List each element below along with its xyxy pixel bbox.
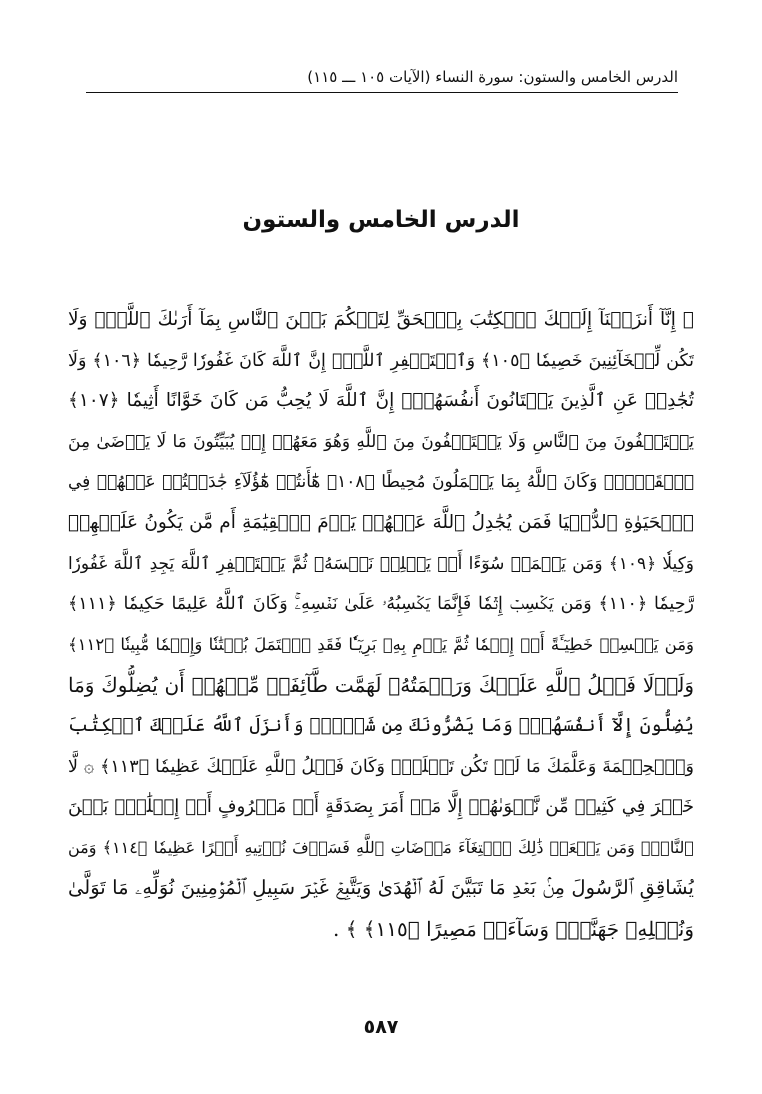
verse-line: وَمَن يَكۡسِبۡ خَطِيٓـَٔةً أَوۡ إِثۡمٗا ثُمَّ يَرۡمِ بِهِۦ بَرِيٓـٔٗا فَقَدِ ٱحۡتَمَلَ بُهۡتَٰنٗا وَإِثۡمٗا مُّبِينٗا ﴿١١٢﴾ (68, 634, 694, 654)
running-header: الدرس الخامس والستون: سورة النساء (الآيات ١٠٥ ـــ ١١٥) (86, 64, 678, 93)
verse-line: وَنُصۡلِهِۦ جَهَنَّمَۖ وَسَآءَتۡ مَصِيرًا ﴿١١٥﴾ ﴾ . (333, 916, 694, 941)
verse-line: ٱلۡقَوۡلِۚ وَكَانَ ٱللَّهُ بِمَا يَعۡمَلُونَ مُحِيطًا ﴿١٠٨﴾ هَٰٓأَنتُمۡ هَٰٓؤُلَآءِ جَٰدَلۡتُمۡ عَنۡهُمۡ فِي (68, 472, 694, 493)
verse-line: رَّحِيمٗا ﴿١١٠﴾ وَمَن يَكۡسِبۡ إِثۡمٗا فَإِنَّمَا يَكۡسِبُهُۥ عَلَىٰ نَفۡسِهِۦۚ وَكَانَ ٱللَّهُ عَلِيمًا حَكِيمٗا ﴿١١١﴾ (68, 594, 694, 615)
verse-line: تُجَٰدِلۡ عَنِ ٱلَّذِينَ يَخۡتَانُونَ أَنفُسَهُمۡۚ إِنَّ ٱللَّهَ لَا يُحِبُّ مَن كَانَ خَوَّانًا أَثِيمٗا ﴿١٠٧﴾ (68, 390, 694, 412)
verse-line: وَلَوۡلَا فَضۡلُ ٱللَّهِ عَلَيۡكَ وَرَحۡمَتُهُۥ لَهَمَّت طَّآئِفَةٞ مِّنۡهُمۡ أَن يُضِلُّوكَ وَمَا (68, 673, 694, 698)
verse-line: يُضِلُّونَ إِلَّآ أَنفُسَهُمۡۖ وَمَا يَضُرُّونَكَ مِن شَيۡءٖۚ وَأَنزَلَ ٱللَّهُ عَلَيۡكَ ٱلۡكِتَٰبَ (68, 714, 694, 736)
page-number: ٥٨٧ (363, 1016, 399, 1038)
verse-line: خَيۡرَ فِي كَثِيرٖ مِّن نَّجۡوَىٰهُمۡ إِلَّا مَنۡ أَمَرَ بِصَدَقَةٍ أَوۡ مَعۡرُوفٍ أَوۡ إِصۡلَٰحِۭ بَيۡنَ (68, 796, 694, 818)
verse-line: وَٱلۡحِكۡمَةَ وَعَلَّمَكَ مَا لَمۡ تَكُن تَعۡلَمُۚ وَكَانَ فَضۡلُ ٱللَّهِ عَلَيۡكَ عَظِيمٗا ﴿١١٣﴾ ۞ لَّا (68, 756, 694, 777)
verse-line: ٱلنَّاسِۚ وَمَن يَفۡعَلۡ ذَٰلِكَ ٱبۡتِغَآءَ مَرۡضَاتِ ٱللَّهِ فَسَوۡفَ نُؤۡتِيهِ أَجۡرًا عَظِيمٗا ﴿١١٤﴾ وَمَن (68, 837, 694, 857)
lesson-title: الدرس الخامس والستون (242, 207, 520, 233)
verse-line: وَكِيلٗا ﴿١٠٩﴾ وَمَن يَعۡمَلۡ سُوٓءًا أَوۡ يَظۡلِمۡ نَفۡسَهُۥ ثُمَّ يَسۡتَغۡفِرِ ٱللَّهَ يَجِدِ ٱللَّهَ غَفُورٗا (68, 553, 694, 574)
verse-line: يَسۡتَخۡفُونَ مِنَ ٱلنَّاسِ وَلَا يَسۡتَخۡفُونَ مِنَ ٱللَّهِ وَهُوَ مَعَهُمۡ إِذۡ يُبَيِّتُونَ مَا لَا يَرۡضَىٰ مِنَ (68, 431, 694, 452)
verse-line: تَكُن لِّلۡخَآئِنِينَ خَصِيمٗا ﴿١٠٥﴾ وَٱسۡتَغۡفِرِ ٱللَّهَۖ إِنَّ ٱللَّهَ كَانَ غَفُورٗا رَّحِيمٗا ﴿١٠٦﴾ وَلَا (68, 350, 694, 371)
verse-line: ٱلۡحَيَوٰةِ ٱلدُّنۡيَا فَمَن يُجَٰدِلُ ٱللَّهَ عَنۡهُمۡ يَوۡمَ ٱلۡقِيَٰمَةِ أَم مَّن يَكُونُ عَلَيۡهِمۡ (68, 511, 694, 533)
quran-verses-block (68, 300, 694, 950)
verse-line: ﴿ إِنَّآ أَنزَلۡنَآ إِلَيۡكَ ٱلۡكِتَٰبَ بِٱلۡحَقِّ لِتَحۡكُمَ بَيۡنَ ٱلنَّاسِ بِمَآ أَرَىٰكَ ٱللَّهُۚ وَلَا (68, 309, 694, 330)
verse-line: يُشَاقِقِ ٱلرَّسُولَ مِنۢ بَعۡدِ مَا تَبَيَّنَ لَهُ ٱلۡهُدَىٰ وَيَتَّبِعۡ غَيۡرَ سَبِيلِ ٱلۡمُؤۡمِنِينَ نُوَلِّهِۦ مَا تَوَلَّىٰ (68, 876, 694, 900)
